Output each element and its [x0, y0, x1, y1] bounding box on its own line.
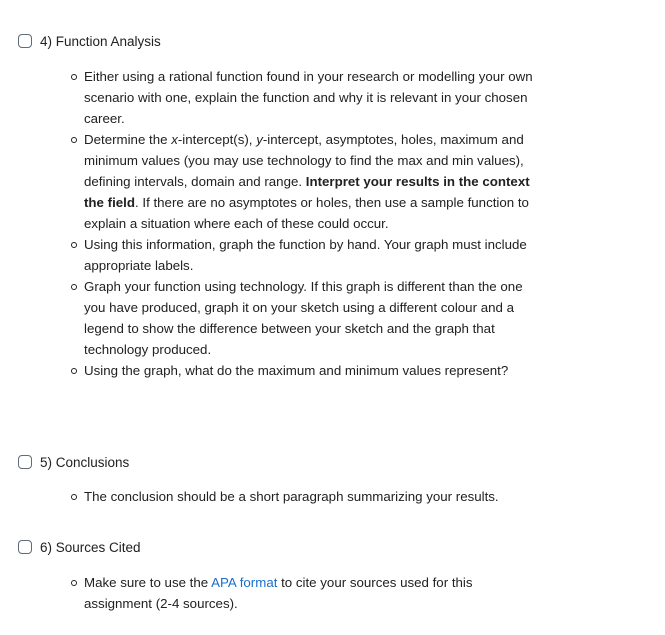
conclusions-list	[84, 486, 544, 507]
checkbox-conclusions[interactable]	[18, 455, 32, 469]
section-header	[18, 537, 648, 557]
checkbox-sources-cited[interactable]	[18, 540, 32, 554]
emphasis-text: Interpret your results in the context the field	[84, 174, 530, 210]
list-item: Graph your function using technology. If this graph is different than the one you have produced, graph it on your sketch using a different colour and a legend to show the difference between your sketch and the graph that technology produced.	[84, 276, 544, 360]
section-header	[18, 452, 648, 472]
section-sources-cited	[18, 537, 648, 557]
section-title: 5) Conclusions	[40, 454, 130, 470]
list-item: Either using a rational function found in your research or modelling your own scenario with one, explain the function and why it is relevant in your chosen career.	[84, 66, 544, 129]
section-title: 6) Sources Cited	[40, 539, 141, 555]
section-header	[18, 31, 648, 51]
section-function-analysis	[18, 31, 648, 51]
section-conclusions	[18, 452, 648, 472]
list-item: Using the graph, what do the maximum and minimum values represent?	[84, 360, 544, 381]
list-item: Make sure to use the APA format to cite your sources used for this assignment (2-4 sources).	[84, 572, 544, 614]
checkbox-function-analysis[interactable]	[18, 34, 32, 48]
list-item: Using this information, graph the function by hand. Your graph must include appropriate labels.	[84, 234, 544, 276]
apa-format-link[interactable]: APA format	[211, 575, 278, 590]
function-analysis-list	[84, 66, 544, 381]
sources-list	[84, 572, 544, 614]
section-title: 4) Function Analysis	[40, 33, 161, 49]
list-item: The conclusion should be a short paragraph summarizing your results.	[84, 486, 544, 507]
list-item: Determine the x-intercept(s), y-intercept, asymptotes, holes, maximum and minimum values (you may use technology to find the max and min values), defining intervals, domain and range. Interpret your results in the context the field. If there are no asymptotes or holes, then use a sample function to explain a situation where each of these could occur.	[84, 129, 544, 234]
